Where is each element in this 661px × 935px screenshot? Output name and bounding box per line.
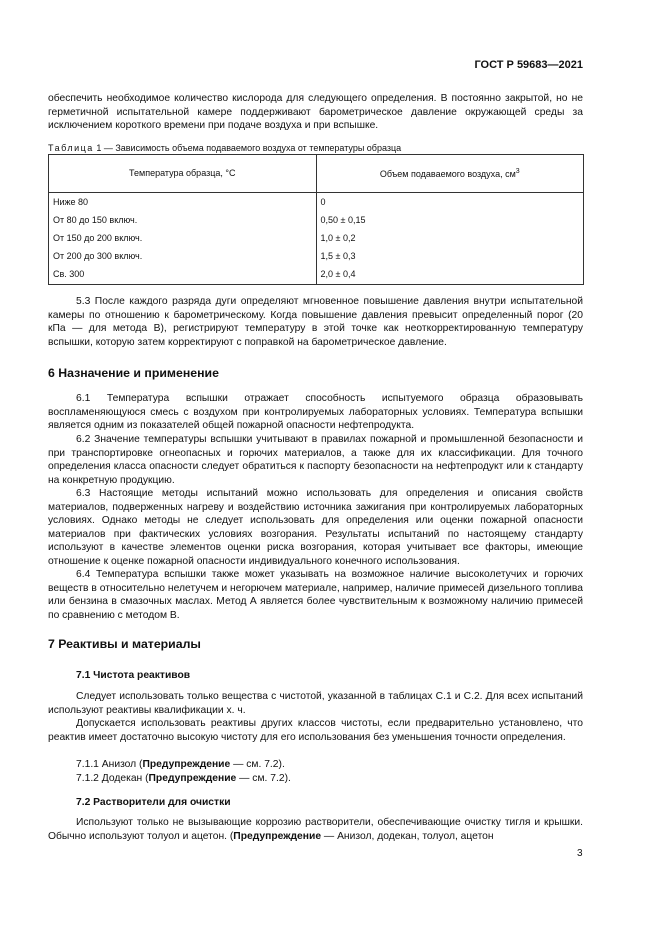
page-number: 3 (577, 848, 583, 859)
item-7-1-1-ref: — см. 7.2). (230, 759, 285, 770)
item-7-1-2 (48, 772, 583, 786)
section-6-title: 6 Назначение и применение (48, 366, 219, 380)
table-header-volume-sup: 3 (515, 168, 520, 176)
paragraph-6-1: 6.1 Температура вспышки отражает способность испытуемого образца образовывать воспламеняющуюся смесь с воздухом при контролируемых лабораторных условиях. Температура вспышки является одним из показателей общей пожарной опасности нефтепродукта. (48, 393, 583, 432)
table-cell-volume: 0,50 ± 0,15 (316, 212, 584, 230)
warning-label: Предупреждение (233, 830, 322, 842)
table-cell-volume: 1,0 ± 0,2 (316, 230, 584, 248)
table-row (49, 212, 584, 230)
table-row (49, 230, 584, 248)
warning-label: Предупреждение (148, 773, 237, 784)
table-cell-temp: От 150 до 200 включ. (49, 230, 317, 248)
table-row (49, 248, 584, 266)
table-row (49, 193, 584, 213)
paragraph-6-2: 6.2 Значение температуры вспышки учитывают в правилах пожарной и промышленной безопасности и при транспортировке огнеопасных и горючих материалов, а также для их классификации. Для точного определения класса опасности следует обратиться к паспорту безопасности на нефтепродукт или к стандарту на конкретную продукцию. (48, 434, 583, 486)
item-7-1-2-text: 7.1.2 Додекан ( (76, 773, 149, 784)
paragraph-6-4: 6.4 Температура вспышки также может указывать на возможное наличие высоколетучих и горючих веществ в относительно нелетучем и негорючем материале, например, наличие примесей дизельного топлива или бензина в смазочных маслах. Метод А является более чувствительным к возможному наличию примесей по сравнению с методом В. (48, 569, 583, 621)
paragraph-7-1-a: Следует использовать только вещества с чистотой, указанной в таблицах С.1 и С.2. Для всех испытаний используют реактивы квалификации х. ч. (48, 691, 583, 716)
warning-label: Предупреждение (142, 759, 231, 770)
table-header-volume-text: Объем подаваемого воздуха, см (379, 169, 516, 180)
paragraph-7-1-b: Допускается использовать реактивы других классов чистоты, если предварительно установлено, что реактив имеет достаточно высокую чистоту для его использования без уменьшения точности определения. (48, 718, 583, 743)
table-caption-label: Таблица (48, 143, 94, 153)
section-7-title: 7 Реактивы и материалы (48, 637, 201, 651)
paragraph-7-2-tail: — Анизол, додекан, толуол, ацетон (321, 830, 494, 842)
item-7-1-1 (48, 758, 583, 772)
table-cell-temp: Ниже 80 (49, 193, 317, 213)
intro-paragraph: обеспечить необходимое количество кислорода для следующего определения. В постоянно закрытой, но не герметичной испытательной камере поддерживают барометрическое давление окружающей среды за исключением короткого времени при подаче воздуха и при вспышке. (48, 93, 583, 132)
table-cell-temp: От 200 до 300 включ. (49, 248, 317, 266)
table-cell-volume: 1,5 ± 0,3 (316, 248, 584, 266)
subsection-7-1-title: 7.1 Чистота реактивов (76, 670, 191, 681)
table-caption-text: 1 — Зависимость объема подаваемого воздуха от температуры образца (96, 143, 402, 153)
paragraph-6-3: 6.3 Настоящие методы испытаний можно использовать для определения и описания свойств материалов, подверженных нагреву и воздействию источника зажигания при контролируемых лабораторных условиях. Однако методы не следует использовать для определения или оценки пожарной опасности материалов при фактических условиях возгорания. Результаты испытаний по настоящему стандарту используют в качестве элементов оценки риска возгорания, которая учитывает все факторы, имеющие отношение к оценке пожарной опасности индивидуального конечного использования. (48, 488, 583, 567)
table-header-volume (316, 155, 584, 193)
table-cell-volume: 2,0 ± 0,4 (316, 266, 584, 285)
table-cell-volume: 0 (316, 193, 584, 213)
table-row (49, 266, 584, 285)
table-header-temperature: Температура образца, °С (49, 155, 317, 193)
paragraph-5-3: 5.3 После каждого разряда дуги определяют мгновенное повышение давления внутри испытательной камеры по отношению к барометрическому. Когда повышение давления превысит определенный порог (20 кПа — для метода В), регистрируют температуру в этой точке как неоткорректированную температуру вспышки, которую затем корректируют с поправкой на барометрическое давление. (48, 296, 583, 348)
item-7-1-1-text: 7.1.1 Анизол ( (76, 759, 143, 770)
standard-header: ГОСТ Р 59683—2021 (474, 59, 583, 71)
subsection-7-2-title: 7.2 Растворители для очистки (76, 797, 231, 808)
item-7-1-2-ref: — см. 7.2). (236, 773, 291, 784)
table-cell-temp: От 80 до 150 включ. (49, 212, 317, 230)
paragraph-7-2-text: Используют только не вызывающие коррозию растворители, обеспечивающие очистку тигля и крышки. Обычно используют толуол и ацетон. ( (48, 817, 583, 842)
table-cell-temp: Св. 300 (49, 266, 317, 285)
air-volume-table (48, 154, 584, 285)
paragraph-7-2 (48, 816, 583, 843)
